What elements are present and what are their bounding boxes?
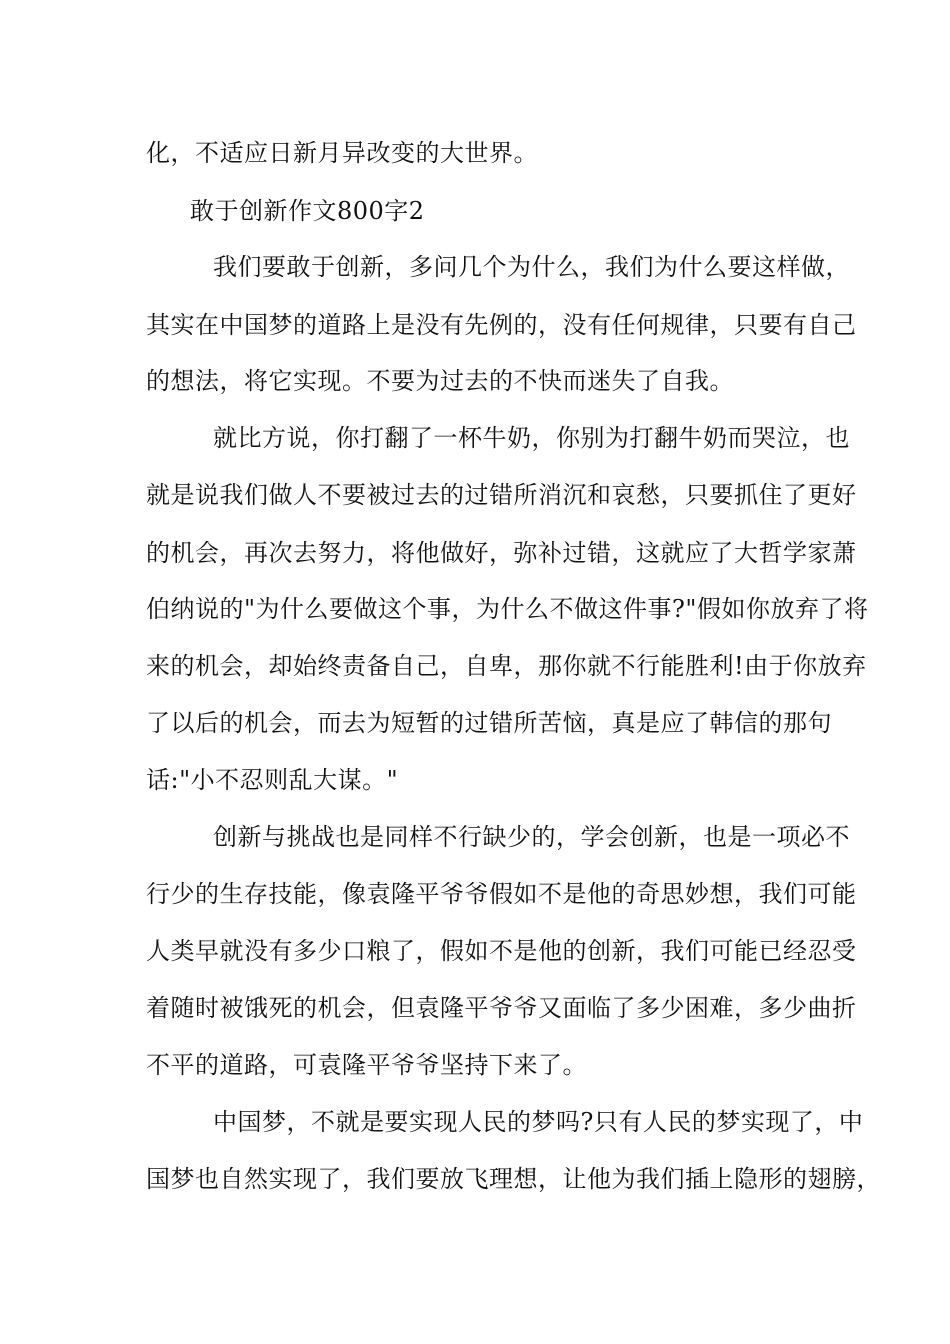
- paragraph-line: 人类早就没有多少口粮了，假如不是他的创新，我们可能已经忍受: [146, 937, 857, 965]
- paragraph-line: 中国梦，不就是要实现人民的梦吗?只有人民的梦实现了，中: [213, 1108, 864, 1136]
- paragraph-line: 的想法，将它实现。不要为过去的不快而迷失了自我。: [146, 367, 734, 395]
- paragraph-line: 其实在中国梦的道路上是没有先例的，没有任何规律，只要有自己: [146, 311, 857, 339]
- paragraph-line: 就比方说，你打翻了一杯牛奶，你别为打翻牛奶而哭泣，也: [213, 424, 850, 452]
- paragraph-line: 创新与挑战也是同样不行缺少的，学会创新，也是一项必不: [213, 823, 850, 851]
- paragraph-line: 了以后的机会，而去为短暂的过错所苦恼，真是应了韩信的那句: [146, 709, 832, 737]
- paragraph-line: 话:"小不忍则乱大谋。": [146, 766, 399, 794]
- paragraph-line: 的机会，再次去努力，将他做好，弥补过错，这就应了大哲学家萧: [146, 539, 857, 567]
- paragraph-line: 来的机会，却始终责备自己，自卑，那你就不行能胜利!由于你放弃: [146, 652, 867, 680]
- paragraph-line: 我们要敢于创新，多问几个为什么，我们为什么要这样做，: [213, 253, 850, 281]
- paragraph-line: 化，不适应日新月异改变的大世界。: [146, 139, 538, 167]
- paragraph-line: 就是说我们做人不要被过去的过错所消沉和哀愁，只要抓住了更好: [146, 481, 857, 509]
- paragraph-line: 国梦也自然实现了，我们要放飞理想，让他为我们插上隐形的翅膀，: [146, 1165, 881, 1193]
- paragraph-line: 伯纳说的"为什么要做这个事，为什么不做这件事?"假如你放弃了将: [146, 595, 869, 623]
- paragraph-line: 着随时被饿死的机会，但袁隆平爷爷又面临了多少困难，多少曲折: [146, 994, 857, 1022]
- section-heading: 敢于创新作文800字2: [190, 197, 425, 225]
- paragraph-line: 行少的生存技能，像袁隆平爷爷假如不是他的奇思妙想，我们可能: [146, 880, 857, 908]
- paragraph-line: 不平的道路，可袁隆平爷爷坚持下来了。: [146, 1051, 587, 1079]
